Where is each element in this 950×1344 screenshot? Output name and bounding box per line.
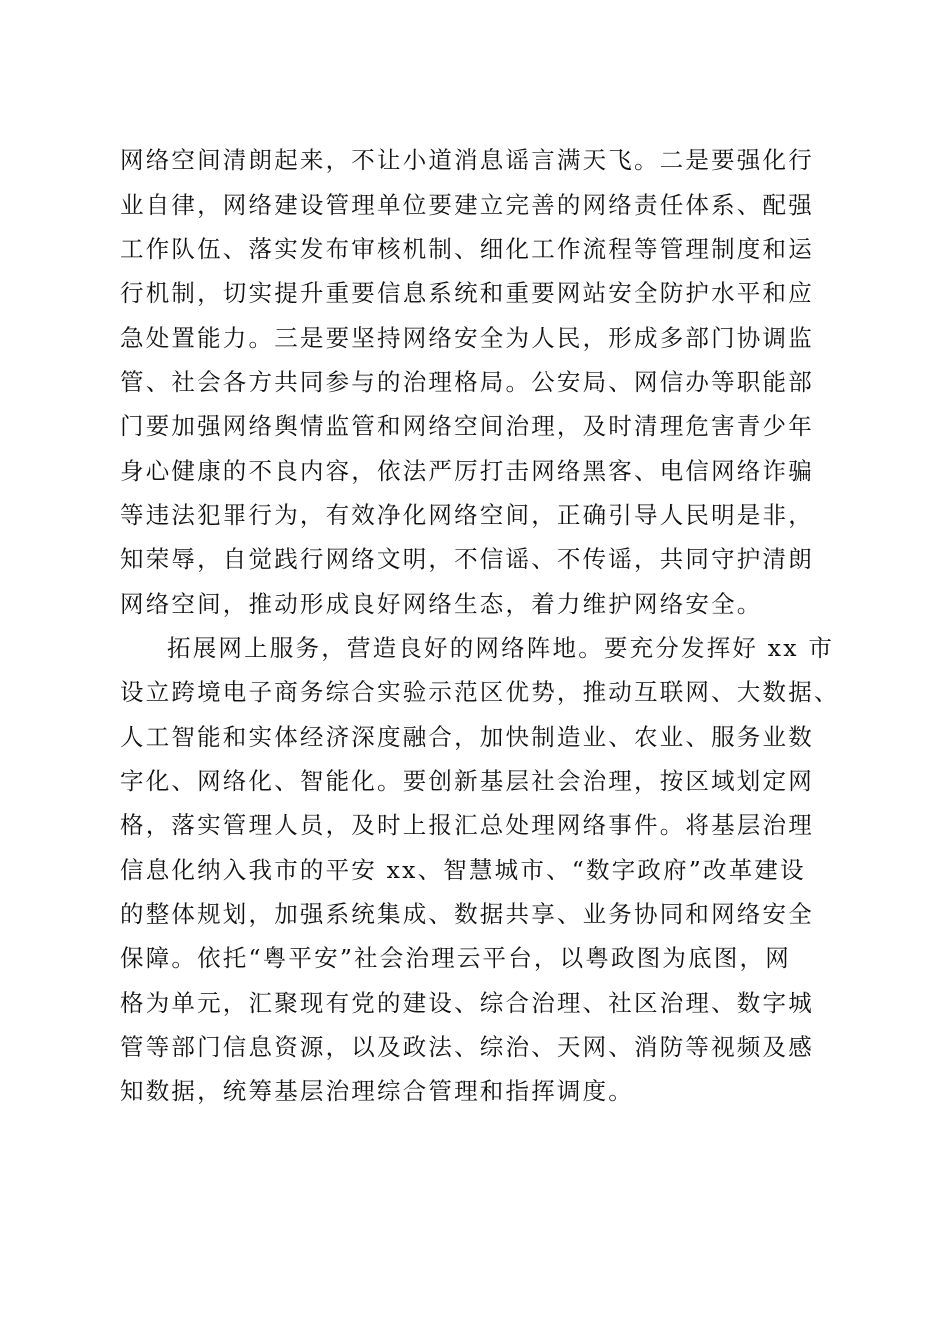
text-line: 的整体规划，加强系统集成、数据共享、业务协同和网络安全 [120,900,814,928]
text-line: 行机制，切实提升重要信息系统和重要网站安全防护水平和应 [120,279,814,307]
text-line: 格，落实管理人员，及时上报汇总处理网络事件。将基层治理 [120,811,814,839]
text-line: 等违法犯罪行为，有效净化网络空间，正确引导人民明是非， [120,501,814,529]
text-line: 知数据，统筹基层治理综合管理和指挥调度。 [120,1077,634,1105]
text-line: 业自律，网络建设管理单位要建立完善的网络责任体系、配强 [120,191,814,219]
text-line: 工作队伍、落实发布审核机制、细化工作流程等管理制度和运 [120,235,814,263]
paragraph-first-line: 拓展网上服务，营造良好的网络阵地。要充分发挥好 xx 市 [167,634,835,662]
text-line: 管等部门信息资源，以及政法、综治、天网、消防等视频及感 [120,1033,814,1061]
text-line: 信息化纳入我市的平安 xx、智慧城市、“数字政府”改革建设 [120,856,806,884]
text-line: 门要加强网络舆情监管和网络空间治理，及时清理危害青少年 [120,412,814,440]
text-line: 网络空间，推动形成良好网络生态，着力维护网络安全。 [120,590,763,618]
text-line: 格为单元，汇聚现有党的建设、综合治理、社区治理、数字城 [120,989,814,1017]
text-line: 管、社会各方共同参与的治理格局。公安局、网信办等职能部 [120,368,814,396]
text-line: 字化、网络化、智能化。要创新基层社会治理，按区域划定网 [120,767,814,795]
text-line: 人工智能和实体经济深度融合，加快制造业、农业、服务业数 [120,723,814,751]
text-line: 身心健康的不良内容，依法严厉打击网络黑客、电信网络诈骗 [120,457,814,485]
text-line: 保障。依托“粤平安”社会治理云平台，以粤政图为底图，网 [120,944,791,972]
text-line: 知荣辱，自觉践行网络文明，不信谣、不传谣，共同守护清朗 [120,545,814,573]
text-line: 设立跨境电子商务综合实验示范区优势，推动互联网、大数据、 [120,678,840,706]
text-line: 急处置能力。三是要坚持网络安全为人民，形成多部门协调监 [120,324,814,352]
text-line: 网络空间清朗起来，不让小道消息谣言满天飞。二是要强化行 [120,146,814,174]
